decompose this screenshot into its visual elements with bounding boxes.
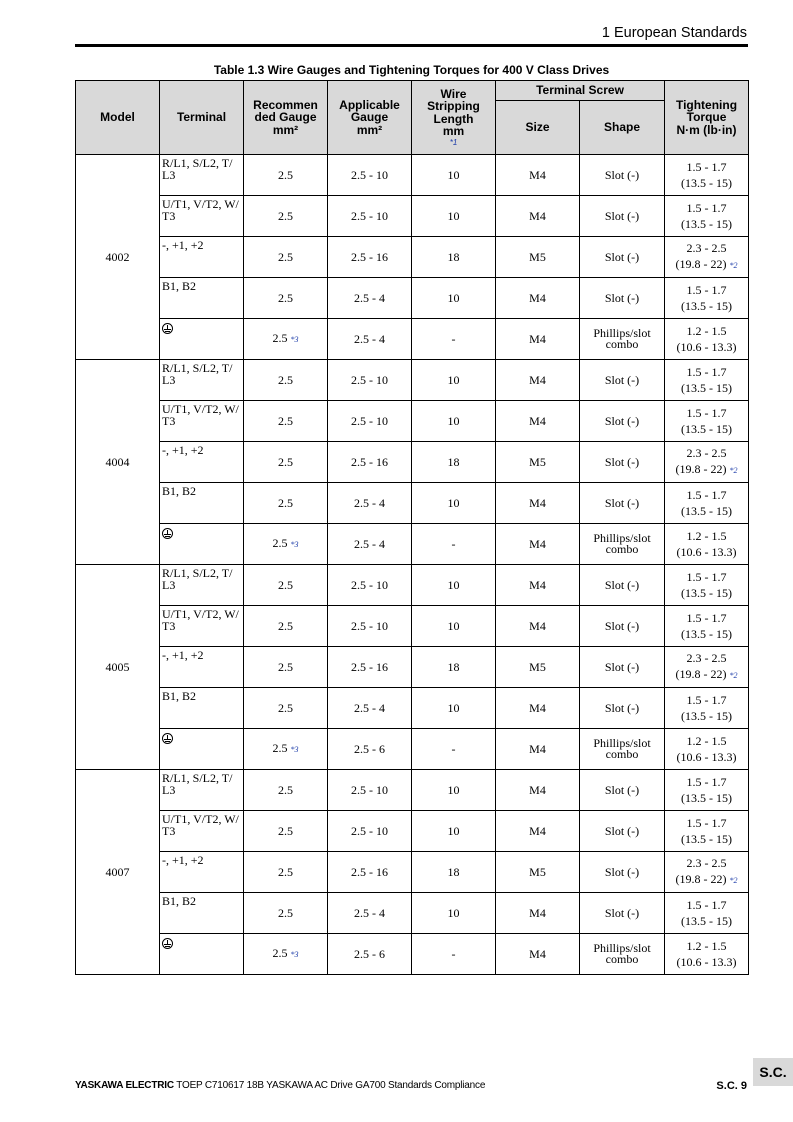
recommended-gauge-value: 2.5 [278, 414, 293, 428]
header-applicable-l2: Gauge [350, 110, 389, 125]
ground-icon [162, 733, 173, 744]
screw-shape-cell: Slot (-) [580, 565, 665, 606]
torque-note: *2 [729, 671, 738, 680]
recommended-gauge-value: 2.5 [278, 455, 293, 469]
recommended-gauge-value: 2.5 [278, 865, 293, 879]
applicable-gauge-cell: 2.5 - 16 [328, 442, 412, 483]
terminal-cell: B1, B2 [160, 278, 244, 319]
recommended-gauge-note: *3 [290, 745, 299, 754]
screw-size-cell: M4 [496, 770, 580, 811]
torque-lbin: (13.5 - 15) [681, 914, 733, 928]
torque-cell [665, 811, 749, 852]
table-row [76, 729, 749, 770]
applicable-gauge-cell: 2.5 - 4 [328, 893, 412, 934]
applicable-gauge-cell: 2.5 - 4 [328, 524, 412, 565]
recommended-gauge-cell [244, 647, 328, 688]
screw-shape-cell: Slot (-) [580, 647, 665, 688]
header-terminal-screw: Terminal Screw [496, 81, 665, 101]
torque-cell [665, 688, 749, 729]
table-row [76, 811, 749, 852]
applicable-gauge-cell: 2.5 - 10 [328, 360, 412, 401]
screw-size-cell: M4 [496, 278, 580, 319]
header-wire-l1: Wire [440, 86, 467, 101]
screw-size-cell: M4 [496, 729, 580, 770]
table-caption: Table 1.3 Wire Gauges and Tightening Torques for 400 V Class Drives [213, 63, 610, 77]
applicable-gauge-cell: 2.5 - 10 [328, 401, 412, 442]
model-cell: 4002 [76, 155, 160, 360]
header-recommended-l1: Recommen [253, 97, 318, 112]
header-terminal: Terminal [160, 81, 244, 155]
recommended-gauge-value: 2.5 [278, 209, 293, 223]
recommended-gauge-cell [244, 524, 328, 565]
torque-lbin: (13.5 - 15) [681, 709, 733, 723]
screw-shape-cell: Slot (-) [580, 360, 665, 401]
torque-cell [665, 770, 749, 811]
terminal-cell [160, 319, 244, 360]
screw-shape-cell: Slot (-) [580, 155, 665, 196]
torque-lbin: (13.5 - 15) [681, 217, 733, 231]
torque-cell [665, 360, 749, 401]
torque-nm: 1.5 - 1.7 [686, 570, 727, 584]
model-cell: 4007 [76, 770, 160, 975]
torque-cell [665, 155, 749, 196]
table-row [76, 688, 749, 729]
screw-shape-cell: Slot (-) [580, 196, 665, 237]
table-row [76, 893, 749, 934]
stripping-length-cell: 18 [412, 442, 496, 483]
screw-shape-cell: Phillips/slot combo [580, 729, 665, 770]
torque-cell [665, 934, 749, 975]
torque-cell [665, 524, 749, 565]
terminal-cell [160, 729, 244, 770]
terminal-cell: R/L1, S/L2, T/ L3 [160, 770, 244, 811]
screw-size-cell: M4 [496, 524, 580, 565]
screw-size-cell: M4 [496, 565, 580, 606]
screw-size-cell: M4 [496, 196, 580, 237]
screw-size-cell: M4 [496, 319, 580, 360]
torque-cell [665, 319, 749, 360]
recommended-gauge-cell [244, 401, 328, 442]
recommended-gauge-value: 2.5 [278, 250, 293, 264]
recommended-gauge-value: 2.5 [272, 946, 288, 960]
header-applicable-l1: Applicable [339, 97, 400, 112]
stripping-length-cell: - [412, 319, 496, 360]
torque-cell [665, 893, 749, 934]
applicable-gauge-cell: 2.5 - 4 [328, 483, 412, 524]
torque-cell [665, 442, 749, 483]
screw-shape-cell: Slot (-) [580, 606, 665, 647]
applicable-gauge-cell: 2.5 - 4 [328, 688, 412, 729]
torque-nm: 1.2 - 1.5 [686, 939, 727, 953]
screw-shape-cell: Slot (-) [580, 237, 665, 278]
recommended-gauge-value: 2.5 [278, 373, 293, 387]
recommended-gauge-value: 2.5 [278, 906, 293, 920]
recommended-gauge-cell [244, 729, 328, 770]
screw-size-cell: M5 [496, 237, 580, 278]
screw-size-cell: M4 [496, 483, 580, 524]
model-cell: 4005 [76, 565, 160, 770]
torque-note: *2 [729, 466, 738, 475]
torque-cell [665, 196, 749, 237]
recommended-gauge-cell [244, 196, 328, 237]
applicable-gauge-cell: 2.5 - 16 [328, 647, 412, 688]
stripping-length-cell: 10 [412, 770, 496, 811]
screw-shape-cell: Slot (-) [580, 893, 665, 934]
header-size: Size [496, 101, 580, 155]
recommended-gauge-value: 2.5 [278, 701, 293, 715]
table-row [76, 852, 749, 893]
torque-lbin: (10.6 - 13.3) [676, 750, 737, 764]
torque-lbin: (19.8 - 22) [675, 257, 727, 271]
recommended-gauge-note: *3 [290, 950, 299, 959]
screw-shape-cell: Slot (-) [580, 483, 665, 524]
stripping-length-cell: 10 [412, 565, 496, 606]
header-wire-l2: Stripping [427, 99, 480, 113]
terminal-cell: B1, B2 [160, 483, 244, 524]
torque-nm: 2.3 - 2.5 [686, 446, 727, 460]
torque-nm: 1.5 - 1.7 [686, 201, 727, 215]
terminal-cell: B1, B2 [160, 893, 244, 934]
terminal-cell: -, +1, +2 [160, 237, 244, 278]
terminal-cell [160, 524, 244, 565]
header-recommended-l2: ded Gauge [254, 110, 317, 125]
stripping-length-cell: 18 [412, 647, 496, 688]
stripping-length-cell: 10 [412, 155, 496, 196]
torque-cell [665, 606, 749, 647]
terminal-cell: R/L1, S/L2, T/ L3 [160, 565, 244, 606]
table-row [76, 319, 749, 360]
stripping-length-cell: - [412, 524, 496, 565]
torque-nm: 1.5 - 1.7 [686, 160, 727, 174]
torque-cell [665, 278, 749, 319]
applicable-gauge-cell: 2.5 - 6 [328, 934, 412, 975]
torque-lbin: (10.6 - 13.3) [676, 955, 737, 969]
table-row [76, 196, 749, 237]
recommended-gauge-cell [244, 606, 328, 647]
torque-lbin: (10.6 - 13.3) [676, 340, 737, 354]
torque-lbin: (19.8 - 22) [675, 667, 727, 681]
recommended-gauge-value: 2.5 [278, 660, 293, 674]
torque-nm: 1.5 - 1.7 [686, 283, 727, 297]
table-row [76, 770, 749, 811]
header-tightening-torque [665, 81, 749, 155]
torque-lbin: (13.5 - 15) [681, 422, 733, 436]
stripping-length-cell: 10 [412, 688, 496, 729]
recommended-gauge-cell [244, 278, 328, 319]
table-row [76, 278, 749, 319]
stripping-length-cell: 10 [412, 606, 496, 647]
screw-size-cell: M4 [496, 811, 580, 852]
table-body [76, 155, 749, 975]
torque-lbin: (13.5 - 15) [681, 586, 733, 600]
recommended-gauge-cell [244, 360, 328, 401]
torque-nm: 1.5 - 1.7 [686, 693, 727, 707]
header-torque-l1: Tightening [675, 97, 738, 112]
torque-nm: 1.5 - 1.7 [686, 775, 727, 789]
recommended-gauge-value: 2.5 [278, 291, 293, 305]
table-row [76, 606, 749, 647]
terminal-cell [160, 934, 244, 975]
applicable-gauge-cell: 2.5 - 10 [328, 155, 412, 196]
recommended-gauge-cell [244, 483, 328, 524]
recommended-gauge-cell [244, 237, 328, 278]
table-row [76, 155, 749, 196]
applicable-gauge-cell: 2.5 - 10 [328, 811, 412, 852]
stripping-length-cell: 18 [412, 237, 496, 278]
stripping-length-cell: 10 [412, 483, 496, 524]
recommended-gauge-cell [244, 565, 328, 606]
header-wire-note: *1 [449, 137, 458, 147]
footer-doc-title: TOEP C710617 18B YASKAWA AC Drive GA700 Standards Compliance [176, 1080, 486, 1091]
header-wire-unit: mm [442, 124, 465, 138]
torque-cell [665, 565, 749, 606]
torque-note: *2 [729, 261, 738, 270]
recommended-gauge-value: 2.5 [272, 536, 288, 550]
stripping-length-cell: 10 [412, 893, 496, 934]
recommended-gauge-value: 2.5 [278, 824, 293, 838]
screw-size-cell: M5 [496, 852, 580, 893]
torque-nm: 1.5 - 1.7 [686, 365, 727, 379]
applicable-gauge-cell: 2.5 - 10 [328, 565, 412, 606]
torque-nm: 1.2 - 1.5 [686, 734, 727, 748]
torque-lbin: (13.5 - 15) [681, 832, 733, 846]
table-row [76, 647, 749, 688]
torque-nm: 1.5 - 1.7 [686, 406, 727, 420]
terminal-cell: U/T1, V/T2, W/ T3 [160, 401, 244, 442]
header-model: Model [76, 81, 160, 155]
torque-nm: 2.3 - 2.5 [686, 651, 727, 665]
wire-gauge-table [75, 80, 749, 975]
header-recommended-unit: mm² [272, 122, 299, 137]
screw-shape-cell: Slot (-) [580, 770, 665, 811]
table-row [76, 934, 749, 975]
recommended-gauge-cell [244, 811, 328, 852]
header-applicable-unit: mm² [356, 122, 383, 137]
torque-lbin: (10.6 - 13.3) [676, 545, 737, 559]
torque-lbin: (13.5 - 15) [681, 504, 733, 518]
recommended-gauge-value: 2.5 [278, 168, 293, 182]
table-row [76, 237, 749, 278]
stripping-length-cell: 10 [412, 278, 496, 319]
section-tab: S.C. [753, 1058, 793, 1086]
header-shape: Shape [580, 101, 665, 155]
screw-shape-cell: Slot (-) [580, 688, 665, 729]
header-recommended-gauge [244, 81, 328, 155]
torque-note: *2 [729, 876, 738, 885]
terminal-cell: R/L1, S/L2, T/ L3 [160, 360, 244, 401]
terminal-cell: -, +1, +2 [160, 852, 244, 893]
screw-size-cell: M4 [496, 934, 580, 975]
footer-doc [75, 1080, 485, 1091]
screw-shape-cell: Slot (-) [580, 442, 665, 483]
torque-cell [665, 729, 749, 770]
applicable-gauge-cell: 2.5 - 10 [328, 196, 412, 237]
stripping-length-cell: 10 [412, 811, 496, 852]
ground-icon [162, 323, 173, 334]
page-number: S.C. 9 [716, 1080, 747, 1092]
stripping-length-cell: 10 [412, 196, 496, 237]
applicable-gauge-cell: 2.5 - 16 [328, 852, 412, 893]
recommended-gauge-value: 2.5 [278, 496, 293, 510]
torque-nm: 1.5 - 1.7 [686, 898, 727, 912]
screw-shape-cell: Phillips/slot combo [580, 524, 665, 565]
recommended-gauge-value: 2.5 [272, 331, 288, 345]
screw-size-cell: M5 [496, 442, 580, 483]
screw-shape-cell: Phillips/slot combo [580, 934, 665, 975]
recommended-gauge-value: 2.5 [278, 578, 293, 592]
torque-nm: 2.3 - 2.5 [686, 241, 727, 255]
ground-icon [162, 528, 173, 539]
screw-size-cell: M4 [496, 606, 580, 647]
header-torque-unit: N·m (lb·in) [676, 122, 737, 137]
recommended-gauge-note: *3 [290, 540, 299, 549]
recommended-gauge-cell [244, 934, 328, 975]
torque-lbin: (19.8 - 22) [675, 462, 727, 476]
recommended-gauge-cell [244, 155, 328, 196]
terminal-cell: R/L1, S/L2, T/ L3 [160, 155, 244, 196]
stripping-length-cell: 18 [412, 852, 496, 893]
applicable-gauge-cell: 2.5 - 16 [328, 237, 412, 278]
screw-shape-cell: Phillips/slot combo [580, 319, 665, 360]
torque-lbin: (13.5 - 15) [681, 791, 733, 805]
stripping-length-cell: - [412, 934, 496, 975]
torque-lbin: (13.5 - 15) [681, 627, 733, 641]
torque-lbin: (13.5 - 15) [681, 381, 733, 395]
torque-cell [665, 401, 749, 442]
screw-size-cell: M4 [496, 401, 580, 442]
recommended-gauge-cell [244, 688, 328, 729]
terminal-cell: -, +1, +2 [160, 442, 244, 483]
torque-lbin: (19.8 - 22) [675, 872, 727, 886]
applicable-gauge-cell: 2.5 - 10 [328, 770, 412, 811]
recommended-gauge-note: *3 [290, 335, 299, 344]
torque-cell [665, 647, 749, 688]
torque-cell [665, 237, 749, 278]
stripping-length-cell: - [412, 729, 496, 770]
applicable-gauge-cell: 2.5 - 4 [328, 278, 412, 319]
torque-nm: 1.2 - 1.5 [686, 324, 727, 338]
table-row [76, 524, 749, 565]
footer-brand: YASKAWA ELECTRIC [75, 1080, 174, 1091]
torque-lbin: (13.5 - 15) [681, 299, 733, 313]
table-row [76, 565, 749, 606]
torque-nm: 1.5 - 1.7 [686, 611, 727, 625]
applicable-gauge-cell: 2.5 - 6 [328, 729, 412, 770]
stripping-length-cell: 10 [412, 360, 496, 401]
terminal-cell: B1, B2 [160, 688, 244, 729]
screw-size-cell: M4 [496, 893, 580, 934]
torque-nm: 1.2 - 1.5 [686, 529, 727, 543]
header-rule [75, 44, 748, 47]
terminal-cell: U/T1, V/T2, W/ T3 [160, 196, 244, 237]
header-wire-stripping [412, 81, 496, 155]
header-applicable-gauge [328, 81, 412, 155]
torque-cell [665, 483, 749, 524]
torque-cell [665, 852, 749, 893]
table-row [76, 483, 749, 524]
recommended-gauge-value: 2.5 [278, 619, 293, 633]
header-torque-l2: Torque [686, 110, 727, 125]
screw-size-cell: M4 [496, 360, 580, 401]
recommended-gauge-cell [244, 442, 328, 483]
recommended-gauge-cell [244, 319, 328, 360]
recommended-gauge-value: 2.5 [272, 741, 288, 755]
recommended-gauge-cell [244, 852, 328, 893]
torque-nm: 1.5 - 1.7 [686, 816, 727, 830]
ground-icon [162, 938, 173, 949]
screw-shape-cell: Slot (-) [580, 852, 665, 893]
stripping-length-cell: 10 [412, 401, 496, 442]
screw-shape-cell: Slot (-) [580, 401, 665, 442]
screw-size-cell: M4 [496, 155, 580, 196]
screw-shape-cell: Slot (-) [580, 278, 665, 319]
model-cell: 4004 [76, 360, 160, 565]
screw-size-cell: M4 [496, 688, 580, 729]
applicable-gauge-cell: 2.5 - 4 [328, 319, 412, 360]
torque-lbin: (13.5 - 15) [681, 176, 733, 190]
table-row [76, 442, 749, 483]
recommended-gauge-value: 2.5 [278, 783, 293, 797]
table-row [76, 360, 749, 401]
terminal-cell: U/T1, V/T2, W/ T3 [160, 606, 244, 647]
torque-nm: 2.3 - 2.5 [686, 856, 727, 870]
recommended-gauge-cell [244, 770, 328, 811]
torque-nm: 1.5 - 1.7 [686, 488, 727, 502]
applicable-gauge-cell: 2.5 - 10 [328, 606, 412, 647]
terminal-cell: -, +1, +2 [160, 647, 244, 688]
table-row [76, 401, 749, 442]
screw-size-cell: M5 [496, 647, 580, 688]
terminal-cell: U/T1, V/T2, W/ T3 [160, 811, 244, 852]
section-title: 1 European Standards [601, 25, 747, 41]
header-wire-l3: Length [433, 111, 474, 126]
recommended-gauge-cell [244, 893, 328, 934]
screw-shape-cell: Slot (-) [580, 811, 665, 852]
